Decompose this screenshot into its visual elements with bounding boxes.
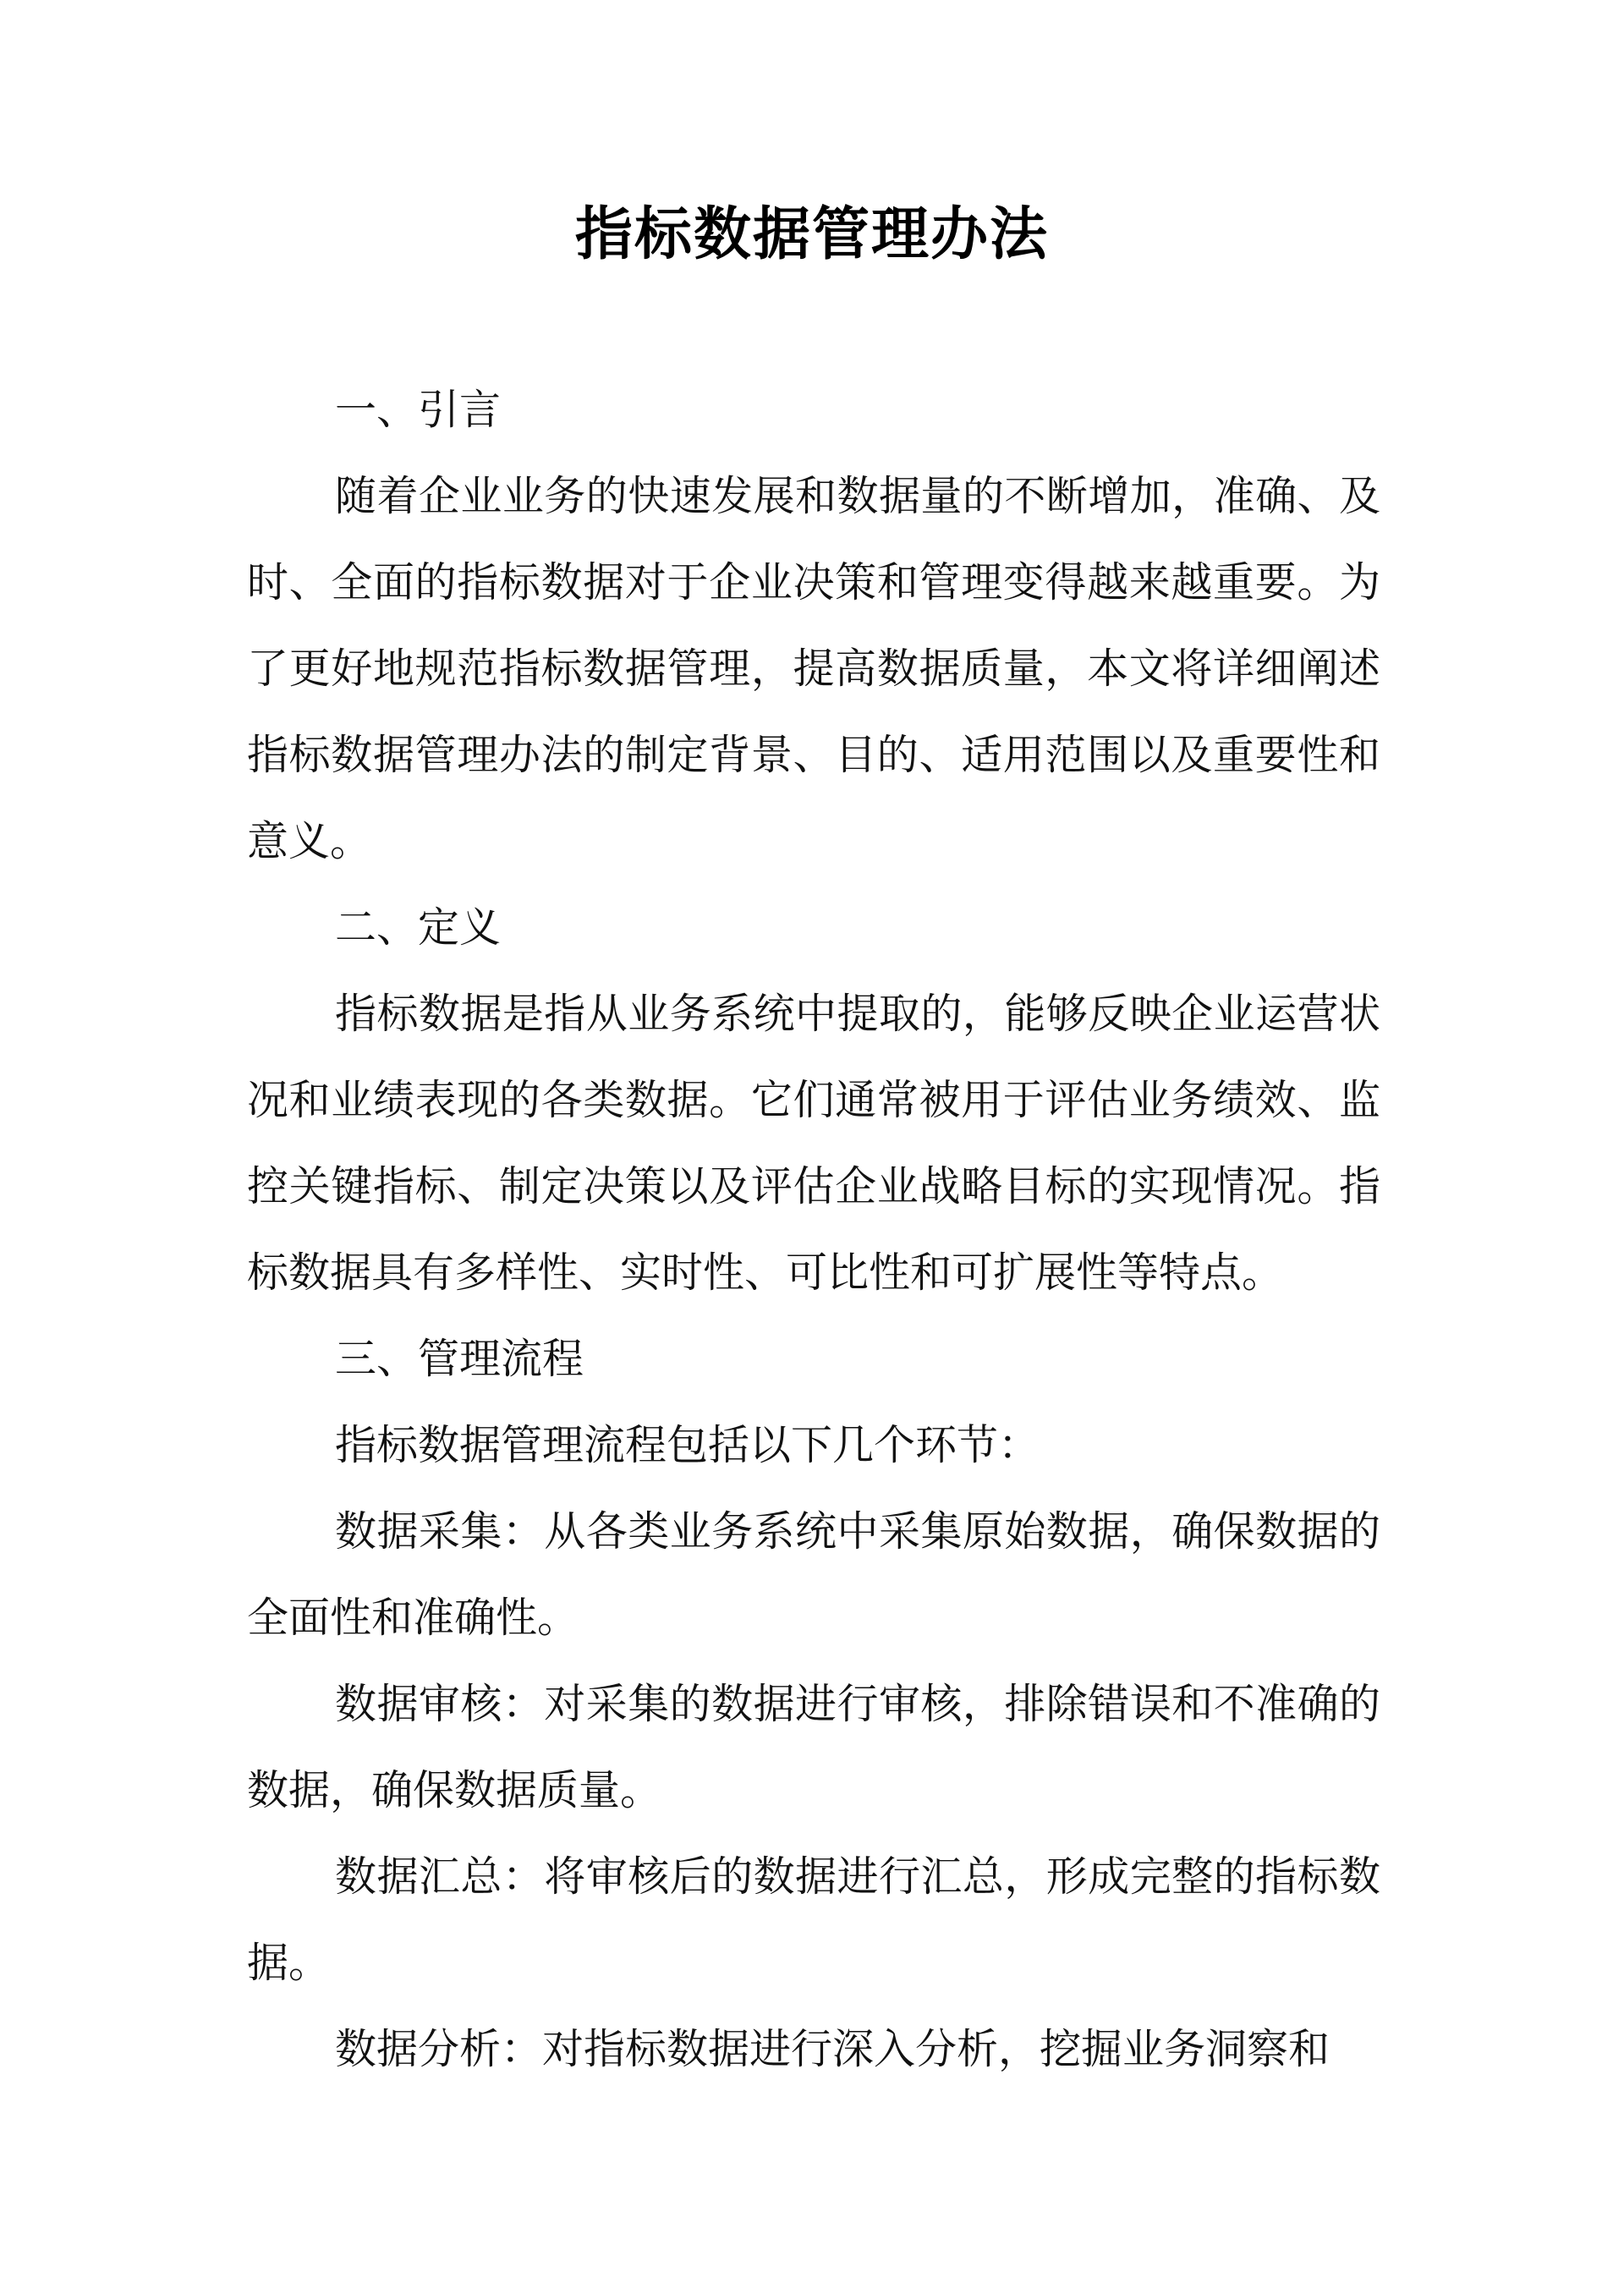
paragraph-data-review: 数据审核：对采集的数据进行审核，排除错误和不准确的数据，确保数据质量。 bbox=[247, 1680, 1380, 1814]
paragraph-data-aggregation: 数据汇总：将审核后的数据进行汇总，形成完整的指标数据。 bbox=[247, 1852, 1380, 1987]
document-body bbox=[247, 367, 1380, 2093]
section-heading-process: 三、管理流程 bbox=[335, 1335, 584, 1383]
section-heading-introduction: 一、引言 bbox=[335, 386, 502, 434]
paragraph-data-analysis: 数据分析：对指标数据进行深入分析，挖掘业务洞察和 bbox=[335, 2025, 1330, 2073]
section-heading-definition: 二、定义 bbox=[335, 903, 502, 952]
document-title: 指标数据管理办法 bbox=[574, 201, 1049, 268]
paragraph-process-intro: 指标数据管理流程包括以下几个环节： bbox=[335, 1421, 1040, 1469]
paragraph-data-collection: 数据采集：从各类业务系统中采集原始数据，确保数据的全面性和准确性。 bbox=[247, 1507, 1380, 1642]
paragraph-introduction: 随着企业业务的快速发展和数据量的不断增加，准确、及时、全面的指标数据对于企业决策和管理变得越来越重要。为了更好地规范指标数据管理，提高数据质量，本文将详细阐述指标数据管理办法的制定背景、目的、适用范围以及重要性和意义。 bbox=[247, 472, 1380, 865]
paragraph-definition: 指标数据是指从业务系统中提取的，能够反映企业运营状况和业绩表现的各类数据。它们通常被用于评估业务绩效、监控关键指标、制定决策以及评估企业战略目标的实现情况。指标数据具有多样性、实时性、可比性和可扩展性等特点。 bbox=[247, 990, 1380, 1297]
